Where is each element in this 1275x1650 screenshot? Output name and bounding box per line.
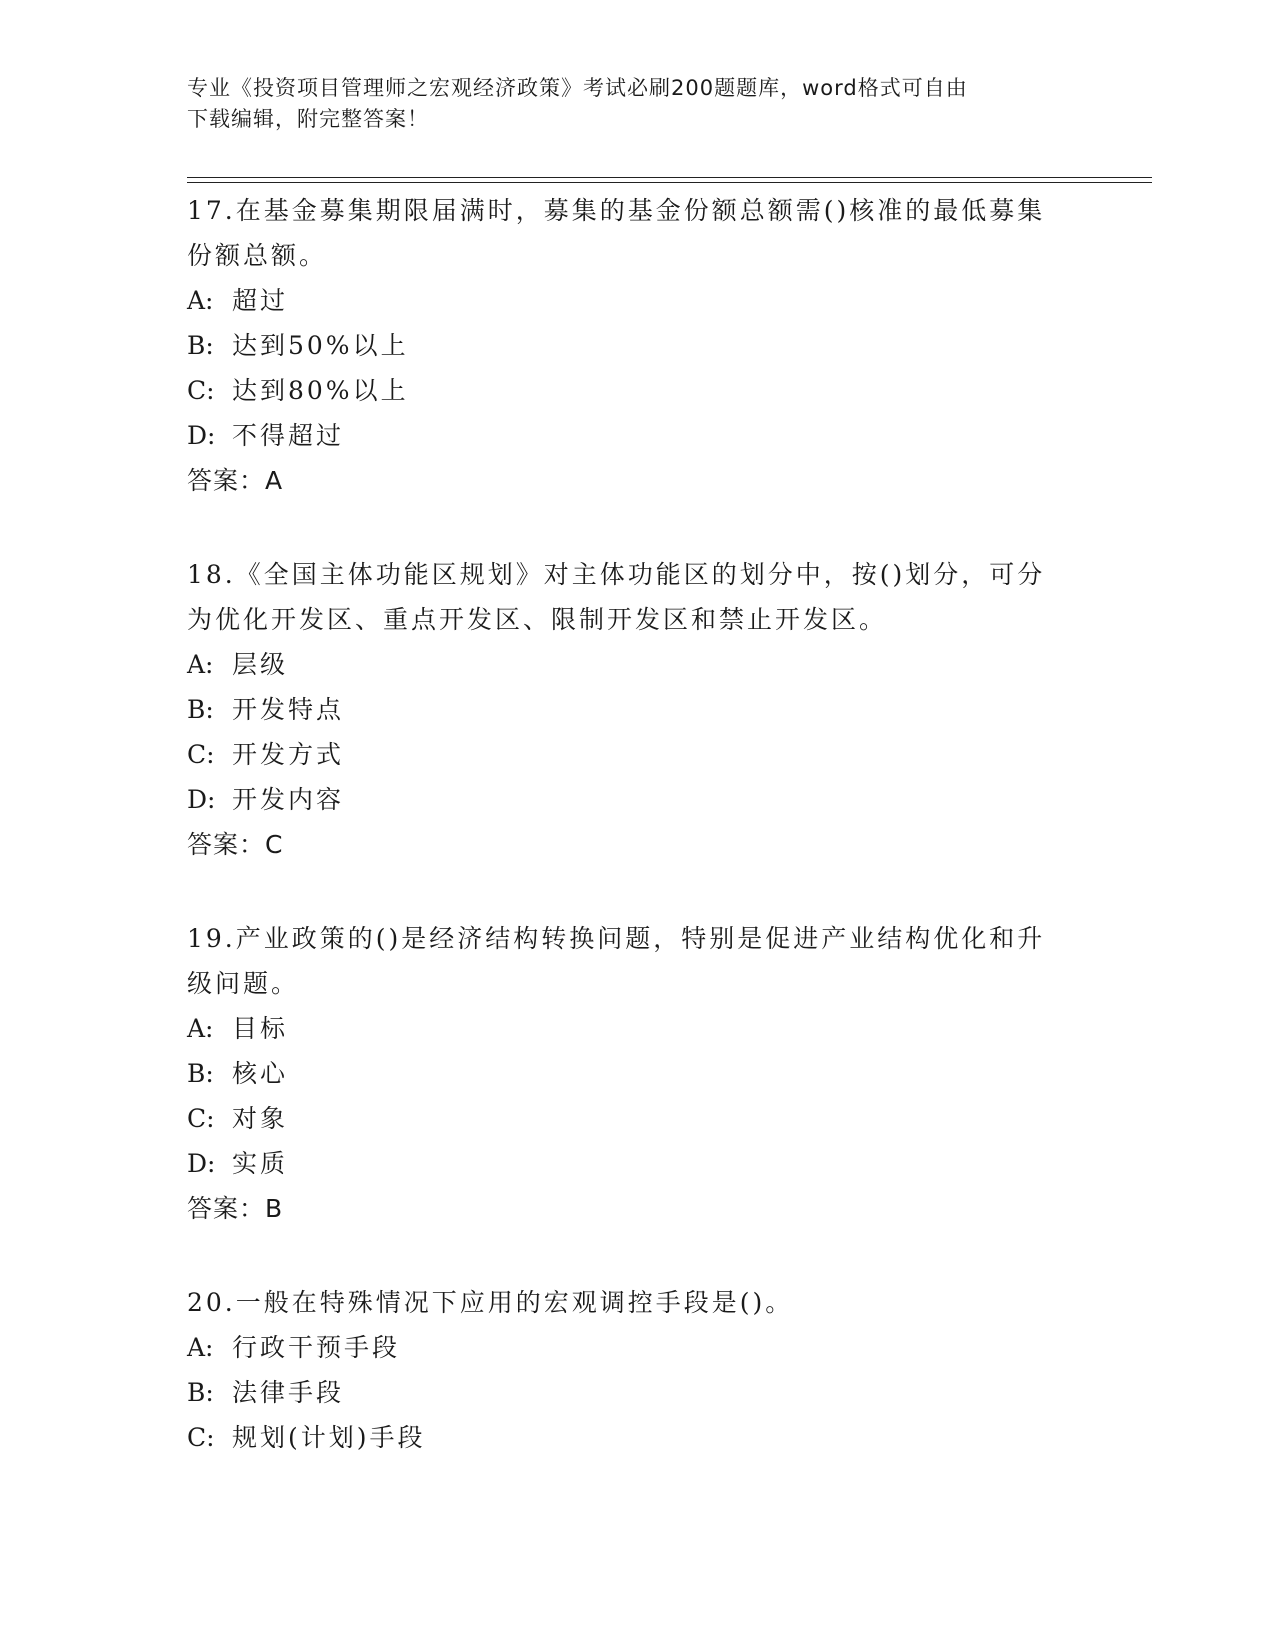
option-d [187, 1141, 1067, 1186]
option-a [187, 278, 1067, 323]
option-text: 开发内容 [232, 785, 345, 814]
option-a [187, 1325, 1067, 1370]
option-text: 行政干预手段 [232, 1333, 401, 1362]
option-key: D: [187, 1149, 216, 1178]
option-text: 达到50%以上 [232, 331, 409, 360]
option-text: 达到80%以上 [232, 376, 409, 405]
option-key: B: [187, 695, 214, 724]
header-line-1: 专业《投资项目管理师之宏观经济政策》考试必刷200题题库，word格式可自由 [187, 76, 968, 100]
option-key: C: [187, 740, 215, 769]
header-divider-bottom [187, 182, 1152, 183]
option-key: A: [187, 650, 214, 679]
option-key: D: [187, 785, 216, 814]
option-c [187, 732, 1067, 777]
question-stem: 19.产业政策的()是经济结构转换问题，特别是促进产业结构优化和升级问题。 [187, 924, 1046, 998]
option-key: B: [187, 331, 214, 360]
option-text: 核心 [232, 1059, 289, 1088]
option-text: 对象 [232, 1104, 289, 1133]
option-a [187, 1006, 1067, 1051]
option-key: B: [187, 1378, 214, 1407]
question-17 [187, 188, 1067, 503]
option-text: 实质 [232, 1149, 289, 1178]
option-text: 层级 [232, 650, 289, 679]
header-line-2: 下载编辑，附完整答案！ [187, 107, 429, 131]
option-key: C: [187, 376, 215, 405]
question-20 [187, 1280, 1067, 1460]
option-key: D: [187, 421, 216, 450]
document-header [187, 73, 1067, 135]
option-key: A: [187, 286, 214, 315]
option-key: C: [187, 1423, 215, 1452]
option-text: 规划(计划)手段 [232, 1423, 426, 1452]
option-b [187, 687, 1067, 732]
option-d [187, 777, 1067, 822]
question-stem: 17.在基金募集期限届满时，募集的基金份额总额需()核准的最低募集份额总额。 [187, 196, 1046, 270]
question-stem: 18.《全国主体功能区规划》对主体功能区的划分中，按()划分，可分为优化开发区、重点开发区、限制开发区和禁止开发区。 [187, 560, 1046, 634]
option-text: 超过 [232, 286, 289, 315]
question-stem: 20.一般在特殊情况下应用的宏观调控手段是()。 [187, 1288, 794, 1317]
option-b [187, 323, 1067, 368]
option-d [187, 413, 1067, 458]
option-c [187, 1096, 1067, 1141]
option-key: A: [187, 1014, 214, 1043]
option-text: 不得超过 [232, 421, 345, 450]
option-key: A: [187, 1333, 214, 1362]
option-b [187, 1051, 1067, 1096]
option-text: 目标 [232, 1014, 289, 1043]
question-19 [187, 916, 1067, 1231]
answer: 答案：C [187, 830, 284, 859]
option-text: 开发方式 [232, 740, 345, 769]
header-divider-top [187, 177, 1152, 178]
option-c [187, 1415, 1067, 1460]
answer: 答案：A [187, 466, 284, 495]
question-18 [187, 552, 1067, 867]
option-text: 开发特点 [232, 695, 345, 724]
option-c [187, 368, 1067, 413]
answer: 答案：B [187, 1194, 284, 1223]
option-a [187, 642, 1067, 687]
option-b [187, 1370, 1067, 1415]
option-text: 法律手段 [232, 1378, 345, 1407]
option-key: B: [187, 1059, 214, 1088]
option-key: C: [187, 1104, 215, 1133]
